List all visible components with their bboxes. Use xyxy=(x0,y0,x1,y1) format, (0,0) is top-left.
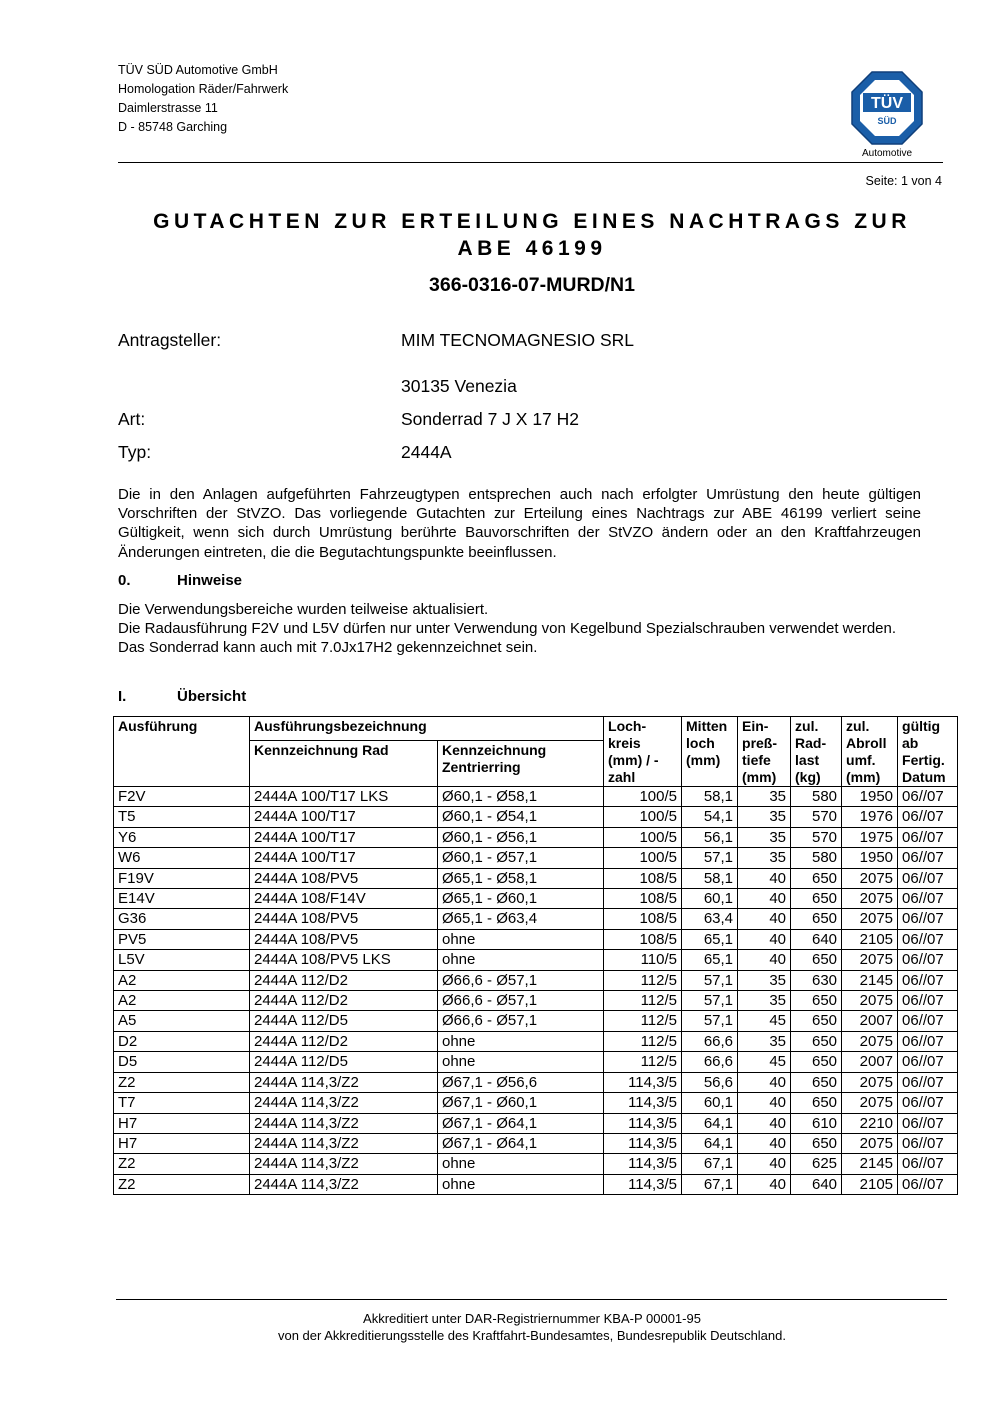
report-reference: 366-0316-07-MURD/N1 xyxy=(429,274,635,296)
table-cell: 112/5 xyxy=(604,1052,682,1072)
table-cell: 2444A 108/PV5 LKS xyxy=(250,950,438,970)
table-cell: Ø67,1 - Ø56,6 xyxy=(438,1072,604,1092)
section-1-number: I. xyxy=(118,688,127,705)
table-cell: Ø66,6 - Ø57,1 xyxy=(438,991,604,1011)
table-cell: 2444A 114,3/Z2 xyxy=(250,1174,438,1194)
table-cell: 2145 xyxy=(842,1154,898,1174)
table-cell: A2 xyxy=(114,991,250,1011)
table-cell: 580 xyxy=(791,848,842,868)
table-cell: H7 xyxy=(114,1133,250,1153)
table-cell: 2105 xyxy=(842,1174,898,1194)
table-cell: Y6 xyxy=(114,827,250,847)
notes-list xyxy=(118,600,928,658)
table-cell: 610 xyxy=(791,1113,842,1133)
table-cell: 2444A 114,3/Z2 xyxy=(250,1072,438,1092)
table-cell: 108/5 xyxy=(604,868,682,888)
table-cell: 56,6 xyxy=(682,1072,738,1092)
table-row xyxy=(114,970,958,990)
logo-caption: Automotive xyxy=(861,148,913,159)
table-cell: 100/5 xyxy=(604,807,682,827)
table-cell: 2444A 108/PV5 xyxy=(250,929,438,949)
table-cell: 2444A 108/PV5 xyxy=(250,909,438,929)
overview-table xyxy=(113,716,958,1195)
table-row xyxy=(114,1113,958,1133)
table-cell: 108/5 xyxy=(604,929,682,949)
document-title xyxy=(118,208,946,262)
table-cell: Ø65,1 - Ø58,1 xyxy=(438,868,604,888)
table-row xyxy=(114,827,958,847)
header-gueltig: gültig ab Fertig. Datum xyxy=(898,717,958,787)
table-row xyxy=(114,1072,958,1092)
table-cell: 06//07 xyxy=(898,787,958,807)
table-cell: Ø65,1 - Ø63,4 xyxy=(438,909,604,929)
table-cell: H7 xyxy=(114,1113,250,1133)
table-cell: 650 xyxy=(791,889,842,909)
table-cell: 2444A 100/T17 xyxy=(250,807,438,827)
type-label: Art: xyxy=(118,409,146,429)
table-row xyxy=(114,991,958,1011)
table-cell: 40 xyxy=(738,929,791,949)
table-cell: 57,1 xyxy=(682,1011,738,1031)
table-cell: 60,1 xyxy=(682,1093,738,1113)
table-cell: 63,4 xyxy=(682,909,738,929)
table-row xyxy=(114,1093,958,1113)
table-cell: 2444A 108/PV5 xyxy=(250,868,438,888)
table-cell: 640 xyxy=(791,929,842,949)
model-value: 2444A xyxy=(401,442,452,462)
table-cell: 630 xyxy=(791,970,842,990)
table-cell: 2075 xyxy=(842,950,898,970)
table-cell: 2444A 112/D2 xyxy=(250,1031,438,1051)
table-cell: 65,1 xyxy=(682,929,738,949)
table-cell: 112/5 xyxy=(604,1031,682,1051)
table-cell: 40 xyxy=(738,909,791,929)
table-cell: 2075 xyxy=(842,991,898,1011)
page-number: Seite: 1 von 4 xyxy=(865,174,942,188)
table-cell: 2444A 112/D5 xyxy=(250,1011,438,1031)
table-cell: 114,3/5 xyxy=(604,1133,682,1153)
table-cell: 54,1 xyxy=(682,807,738,827)
table-cell: Z2 xyxy=(114,1072,250,1092)
table-cell: 40 xyxy=(738,1113,791,1133)
header-einpresstiefe: Ein-preß-tiefe (mm) xyxy=(738,717,791,787)
table-cell: 56,1 xyxy=(682,827,738,847)
header-radlast: zul. Rad-last (kg) xyxy=(791,717,842,787)
table-row xyxy=(114,1011,958,1031)
table-cell: F2V xyxy=(114,787,250,807)
table-row xyxy=(114,950,958,970)
table-cell: 650 xyxy=(791,991,842,1011)
table-cell: 2145 xyxy=(842,970,898,990)
table-cell: 06//07 xyxy=(898,1072,958,1092)
table-row xyxy=(114,1133,958,1153)
table-cell: 40 xyxy=(738,1154,791,1174)
table-cell: E14V xyxy=(114,889,250,909)
table-cell: 1975 xyxy=(842,827,898,847)
table-cell: Ø60,1 - Ø54,1 xyxy=(438,807,604,827)
table-cell: 2105 xyxy=(842,929,898,949)
header-abrollumfang: zul. Abroll umf. (mm) xyxy=(842,717,898,787)
table-cell: 570 xyxy=(791,807,842,827)
table-cell: Ø60,1 - Ø56,1 xyxy=(438,827,604,847)
table-cell: Ø66,6 - Ø57,1 xyxy=(438,970,604,990)
table-cell: W6 xyxy=(114,848,250,868)
table-cell: 58,1 xyxy=(682,868,738,888)
table-cell: D5 xyxy=(114,1052,250,1072)
table-cell: 570 xyxy=(791,827,842,847)
section-1-title: Übersicht xyxy=(177,688,247,705)
table-cell: 40 xyxy=(738,868,791,888)
header-bezeichnung: Ausführungsbezeichnung xyxy=(250,717,604,741)
table-cell: 114,3/5 xyxy=(604,1113,682,1133)
footer-line-2: von der Akkreditierungsstelle des Kraftfahrt-Bundesamtes, Bundesrepublik Deutschland. xyxy=(277,1328,786,1343)
table-cell: 2444A 114,3/Z2 xyxy=(250,1113,438,1133)
table-cell: Ø67,1 - Ø60,1 xyxy=(438,1093,604,1113)
table-cell: 108/5 xyxy=(604,909,682,929)
section-0-heading xyxy=(118,572,242,589)
table-cell: 100/5 xyxy=(604,848,682,868)
table-cell: Z2 xyxy=(114,1154,250,1174)
type-value: Sonderrad 7 J X 17 H2 xyxy=(401,409,580,429)
table-cell: 650 xyxy=(791,950,842,970)
table-cell: 2075 xyxy=(842,868,898,888)
table-cell: A5 xyxy=(114,1011,250,1031)
table-cell: F19V xyxy=(114,868,250,888)
table-cell: 64,1 xyxy=(682,1133,738,1153)
table-cell: 650 xyxy=(791,1072,842,1092)
table-cell: 1976 xyxy=(842,807,898,827)
table-cell: Ø60,1 - Ø58,1 xyxy=(438,787,604,807)
table-cell: 67,1 xyxy=(682,1174,738,1194)
table-cell: ohne xyxy=(438,1052,604,1072)
table-cell: 2444A 112/D5 xyxy=(250,1052,438,1072)
header-kennzeichnung-rad: Kennzeichnung Rad xyxy=(250,741,438,787)
address-line: D - 85748 Garching xyxy=(118,120,228,134)
table-cell: 06//07 xyxy=(898,1133,958,1153)
table-cell: 650 xyxy=(791,1031,842,1051)
table-cell: 2007 xyxy=(842,1052,898,1072)
table-cell: 35 xyxy=(738,1031,791,1051)
table-cell: 06//07 xyxy=(898,991,958,1011)
address-line: TÜV SÜD Automotive GmbH xyxy=(118,63,278,77)
section-1-heading xyxy=(118,688,246,705)
table-cell: Ø66,6 - Ø57,1 xyxy=(438,1011,604,1031)
table-cell: 2075 xyxy=(842,1133,898,1153)
table-cell: 2444A 108/F14V xyxy=(250,889,438,909)
table-cell: 45 xyxy=(738,1011,791,1031)
table-cell: 114,3/5 xyxy=(604,1174,682,1194)
table-cell: 2075 xyxy=(842,1072,898,1092)
table-cell: ohne xyxy=(438,929,604,949)
table-row xyxy=(114,929,958,949)
applicant-label: Antragsteller: xyxy=(118,330,222,350)
table-cell: 67,1 xyxy=(682,1154,738,1174)
table-cell: Z2 xyxy=(114,1174,250,1194)
table-cell: 35 xyxy=(738,807,791,827)
table-cell: 2444A 100/T17 xyxy=(250,848,438,868)
table-cell: 650 xyxy=(791,909,842,929)
table-cell: 2007 xyxy=(842,1011,898,1031)
table-cell: 2075 xyxy=(842,1031,898,1051)
table-cell: Ø67,1 - Ø64,1 xyxy=(438,1113,604,1133)
section-0-title: Hinweise xyxy=(177,572,243,589)
table-cell: 57,1 xyxy=(682,970,738,990)
table-cell: 06//07 xyxy=(898,1093,958,1113)
table-row xyxy=(114,848,958,868)
table-row xyxy=(114,889,958,909)
table-cell: 2444A 112/D2 xyxy=(250,970,438,990)
header-ausfuehrung: Ausführung xyxy=(114,717,250,787)
table-cell: D2 xyxy=(114,1031,250,1051)
table-cell: 06//07 xyxy=(898,827,958,847)
note-line: Das Sonderrad kann auch mit 7.0Jx17H2 gekennzeichnet sein. xyxy=(118,639,538,657)
table-cell: 06//07 xyxy=(898,848,958,868)
table-cell: 45 xyxy=(738,1052,791,1072)
tuv-sud-logo xyxy=(850,70,928,164)
table-cell: 40 xyxy=(738,889,791,909)
table-cell: ohne xyxy=(438,950,604,970)
table-row xyxy=(114,807,958,827)
logo-text-top: TÜV xyxy=(871,95,903,112)
table-cell: 66,6 xyxy=(682,1031,738,1051)
table-cell: 625 xyxy=(791,1154,842,1174)
logo-text-bottom: SÜD xyxy=(877,116,897,126)
table-cell: 35 xyxy=(738,848,791,868)
table-cell: 1950 xyxy=(842,787,898,807)
table-cell: 40 xyxy=(738,1174,791,1194)
header-divider xyxy=(118,162,943,163)
table-cell: 06//07 xyxy=(898,889,958,909)
table-body xyxy=(114,787,958,1195)
table-cell: 06//07 xyxy=(898,807,958,827)
table-row xyxy=(114,1031,958,1051)
table-cell: 40 xyxy=(738,950,791,970)
table-cell: 06//07 xyxy=(898,1113,958,1133)
table-cell: T5 xyxy=(114,807,250,827)
table-cell: 650 xyxy=(791,868,842,888)
model-label: Typ: xyxy=(118,442,152,462)
section-0-number: 0. xyxy=(118,572,131,589)
table-cell: 112/5 xyxy=(604,991,682,1011)
table-row xyxy=(114,787,958,807)
table-cell: 40 xyxy=(738,1072,791,1092)
table-cell: 64,1 xyxy=(682,1113,738,1133)
table-cell: 100/5 xyxy=(604,787,682,807)
table-cell: 2444A 114,3/Z2 xyxy=(250,1093,438,1113)
footer-divider xyxy=(116,1299,947,1300)
table-cell: 06//07 xyxy=(898,950,958,970)
table-cell: 60,1 xyxy=(682,889,738,909)
table-cell: 650 xyxy=(791,1052,842,1072)
header-mittenloch: Mitten loch (mm) xyxy=(682,717,738,787)
table-cell: 2444A 100/T17 xyxy=(250,827,438,847)
table-cell: 2075 xyxy=(842,889,898,909)
table-cell: 650 xyxy=(791,1093,842,1113)
table-cell: ohne xyxy=(438,1174,604,1194)
table-row xyxy=(114,1174,958,1194)
title-line-2: ABE 46199 xyxy=(457,237,607,260)
table-cell: 2444A 114,3/Z2 xyxy=(250,1154,438,1174)
table-cell: 2210 xyxy=(842,1113,898,1133)
table-cell: 06//07 xyxy=(898,1031,958,1051)
table-cell: 650 xyxy=(791,1133,842,1153)
table-cell: L5V xyxy=(114,950,250,970)
table-cell: 114,3/5 xyxy=(604,1154,682,1174)
table-cell: 06//07 xyxy=(898,1011,958,1031)
table-cell: 06//07 xyxy=(898,1052,958,1072)
applicant-city: 30135 Venezia xyxy=(401,376,517,396)
table-cell: 66,6 xyxy=(682,1052,738,1072)
applicant-name: MIM TECNOMAGNESIO SRL xyxy=(401,330,635,350)
table-cell: 06//07 xyxy=(898,929,958,949)
table-cell: 35 xyxy=(738,787,791,807)
table-cell: 35 xyxy=(738,991,791,1011)
table-cell: 40 xyxy=(738,1133,791,1153)
table-cell: PV5 xyxy=(114,929,250,949)
note-line: Die Radausführung F2V und L5V dürfen nur unter Verwendung von Kegelbund Spezialschrauben verwendet werden. xyxy=(118,620,897,638)
table-row xyxy=(114,909,958,929)
table-cell: A2 xyxy=(114,970,250,990)
table-row xyxy=(114,1052,958,1072)
company-address xyxy=(118,61,288,137)
table-cell: 40 xyxy=(738,1093,791,1113)
table-cell: 06//07 xyxy=(898,1154,958,1174)
title-line-1: GUTACHTEN ZUR ERTEILUNG EINES NACHTRAGS ZUR xyxy=(153,210,911,233)
table-cell: 114,3/5 xyxy=(604,1093,682,1113)
table-cell: 640 xyxy=(791,1174,842,1194)
table-cell: G36 xyxy=(114,909,250,929)
table-cell: 57,1 xyxy=(682,848,738,868)
table-cell: Ø60,1 - Ø57,1 xyxy=(438,848,604,868)
table-cell: Ø65,1 - Ø60,1 xyxy=(438,889,604,909)
table-row xyxy=(114,868,958,888)
table-cell: 2075 xyxy=(842,909,898,929)
note-line: Die Verwendungsbereiche wurden teilweise aktualisiert. xyxy=(118,601,489,618)
intro-paragraph: Die in den Anlagen aufgeführten Fahrzeugtypen entsprechen auch nach erfolgter Umrüstung den heute gültigen Vorschriften der StVZO. Das vorliegende Gutachten zur Erteilung eines Nachtrags zur ABE 46199 verliert seine Gültigkeit, wenn sich durch Umrüstung berührte Bauvorschriften der StVZO ändern oder an den Kraftfahrzeugen Änderungen eintreten, die die Begutachtungspunkte beeinflussen. xyxy=(118,486,921,561)
table-cell: 2444A 114,3/Z2 xyxy=(250,1133,438,1153)
table-cell: 06//07 xyxy=(898,909,958,929)
header-lochkreis: Loch-kreis (mm) / -zahl xyxy=(604,717,682,787)
table-cell: 65,1 xyxy=(682,950,738,970)
table-cell: 58,1 xyxy=(682,787,738,807)
table-cell: 2075 xyxy=(842,1093,898,1113)
table-cell: 114,3/5 xyxy=(604,1072,682,1092)
header-kennzeichnung-zentrierring: Kennzeichnung Zentrierring xyxy=(438,741,604,787)
table-cell: 112/5 xyxy=(604,970,682,990)
table-cell: 06//07 xyxy=(898,970,958,990)
table-cell: T7 xyxy=(114,1093,250,1113)
table-cell: 35 xyxy=(738,827,791,847)
address-line: Homologation Räder/Fahrwerk xyxy=(118,82,289,96)
table-cell: 650 xyxy=(791,1011,842,1031)
table-cell: 06//07 xyxy=(898,868,958,888)
table-cell: 1950 xyxy=(842,848,898,868)
address-line: Daimlerstrasse 11 xyxy=(118,101,218,115)
tuv-octagon-icon xyxy=(850,70,924,146)
table-cell: Ø67,1 - Ø64,1 xyxy=(438,1133,604,1153)
footer xyxy=(118,1310,946,1344)
table-cell: 110/5 xyxy=(604,950,682,970)
table-cell: 580 xyxy=(791,787,842,807)
table-cell: 108/5 xyxy=(604,889,682,909)
table-cell: ohne xyxy=(438,1031,604,1051)
table-cell: 2444A 100/T17 LKS xyxy=(250,787,438,807)
table-cell: 06//07 xyxy=(898,1174,958,1194)
table-cell: 100/5 xyxy=(604,827,682,847)
footer-line-1: Akkreditiert unter DAR-Registriernummer KBA-P 00001-95 xyxy=(363,1311,701,1326)
table-cell: ohne xyxy=(438,1154,604,1174)
table-row xyxy=(114,1154,958,1174)
table-cell: 2444A 112/D2 xyxy=(250,991,438,1011)
table-cell: 57,1 xyxy=(682,991,738,1011)
table-cell: 35 xyxy=(738,970,791,990)
table-cell: 112/5 xyxy=(604,1011,682,1031)
